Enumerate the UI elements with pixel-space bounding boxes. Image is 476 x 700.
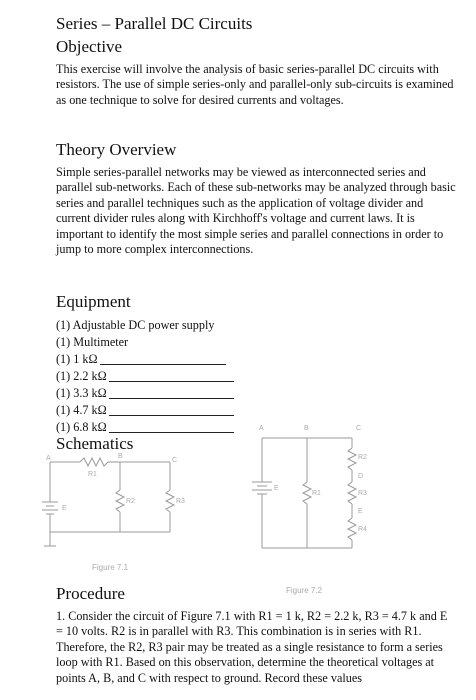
blank-line — [109, 415, 234, 416]
procedure-heading: Procedure — [56, 584, 125, 603]
label-r3: R3 — [176, 498, 185, 505]
figure-7-2-caption: Figure 7.2 — [286, 586, 323, 595]
label-b: B — [304, 425, 309, 432]
blank-line — [100, 364, 226, 365]
equipment-item: (1) 1 kΩ — [56, 351, 234, 368]
equipment-item: (1) 2.2 kΩ — [56, 368, 234, 385]
equipment-item: (1) Multimeter — [56, 335, 129, 349]
equipment-item: (1) 3.3 kΩ — [56, 385, 234, 402]
figure-7-1-schematic — [40, 452, 190, 562]
label-r3: R3 — [358, 490, 367, 497]
label-e: E — [62, 505, 67, 512]
schematics-heading: Schematics — [56, 434, 134, 453]
label-d: D — [358, 473, 364, 480]
equipment-item: (1) Adjustable DC power supply — [56, 318, 215, 332]
label-e2: E — [358, 508, 363, 515]
objective-text: This exercise will involve the analysis of basic series-parallel DC circuits with resistors. The use of simple series-only and parallel-only sub-circuits is examined as one technique to solve for desired currents and voltages. — [56, 62, 454, 107]
label-a: A — [46, 455, 51, 462]
equipment-item: (1) 6.8 kΩ — [56, 419, 234, 436]
equipment-list — [56, 317, 234, 436]
label-e: E — [274, 485, 279, 492]
label-r1: R1 — [88, 471, 97, 478]
label-r2: R2 — [358, 454, 367, 461]
label-b: B — [118, 453, 123, 460]
label-r4: R4 — [358, 526, 367, 533]
blank-line — [109, 381, 234, 382]
blank-line — [109, 432, 234, 433]
theory-text: Simple series-parallel networks may be viewed as interconnected series and parallel sub-networks. Each of these sub-networks may be analyzed through basic series and parallel techniques such as the application of voltage divider and current divider rules along with Kirchhoff's voltage and current laws. It is important to identify the most simple series and parallel connections in order to jump to more complex interconnections. — [56, 165, 456, 257]
blank-line — [109, 398, 234, 399]
label-c: C — [356, 425, 362, 432]
equipment-heading: Equipment — [56, 292, 131, 311]
label-a: A — [259, 425, 264, 432]
label-r1: R1 — [312, 490, 321, 497]
figure-7-2-schematic — [232, 418, 372, 583]
figure-7-1-caption: Figure 7.1 — [92, 563, 129, 572]
theory-heading: Theory Overview — [56, 140, 177, 159]
procedure-text: 1. Consider the circuit of Figure 7.1 with R1 = 1 k, R2 = 2.2 k, R3 = 4.7 k and E = 10 volts. R2 is in parallel with R3. This combination is in series with R1. Therefore, the R2, R3 pair may be treated as a single resistance to form a series loop with R1. Based on this observation, determine the theoretical voltages at points A, B, and C with respect to ground. Record these values — [56, 609, 448, 685]
page-title: Series – Parallel DC Circuits — [56, 14, 253, 33]
label-c: C — [172, 457, 178, 464]
objective-heading: Objective — [56, 37, 123, 56]
equipment-item: (1) 4.7 kΩ — [56, 402, 234, 419]
label-r2: R2 — [126, 498, 135, 505]
